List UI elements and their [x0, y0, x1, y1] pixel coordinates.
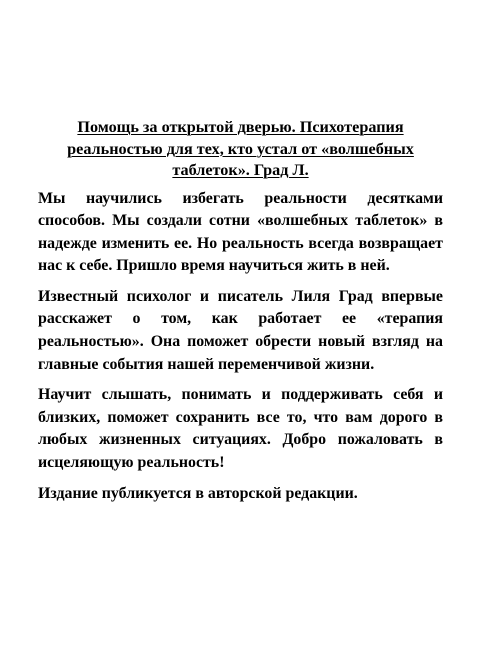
paragraph-2: Известный психолог и писатель Лиля Град впервые расскажет о том, как работает ее «терапия реальностью». Она поможет обрести новый взгляд на главные события нашей переменчивой жизни. [38, 287, 443, 373]
paragraph-3: Научит слышать, понимать и поддерживать себя и близких, поможет сохранить все то, что вам дорого в любых жизненных ситуациях. Добро пожаловать в исцеляющую реальность! [38, 386, 443, 472]
paragraph-4: Издание публикуется в авторской редакции. [38, 484, 358, 502]
document-title: Помощь за открытой дверью. Психотерапия реальностью для тех, кто устал от «волшебных таблеток». Град Л. [67, 118, 414, 179]
document-page [38, 117, 443, 513]
paragraph-1: Мы научились избегать реальности десятками способов. Мы создали сотни «волшебных таблеток» в надежде изменить ее. Но реальность всегда возвращает нас к себе. Пришло время научиться жить в ней. [38, 189, 443, 275]
